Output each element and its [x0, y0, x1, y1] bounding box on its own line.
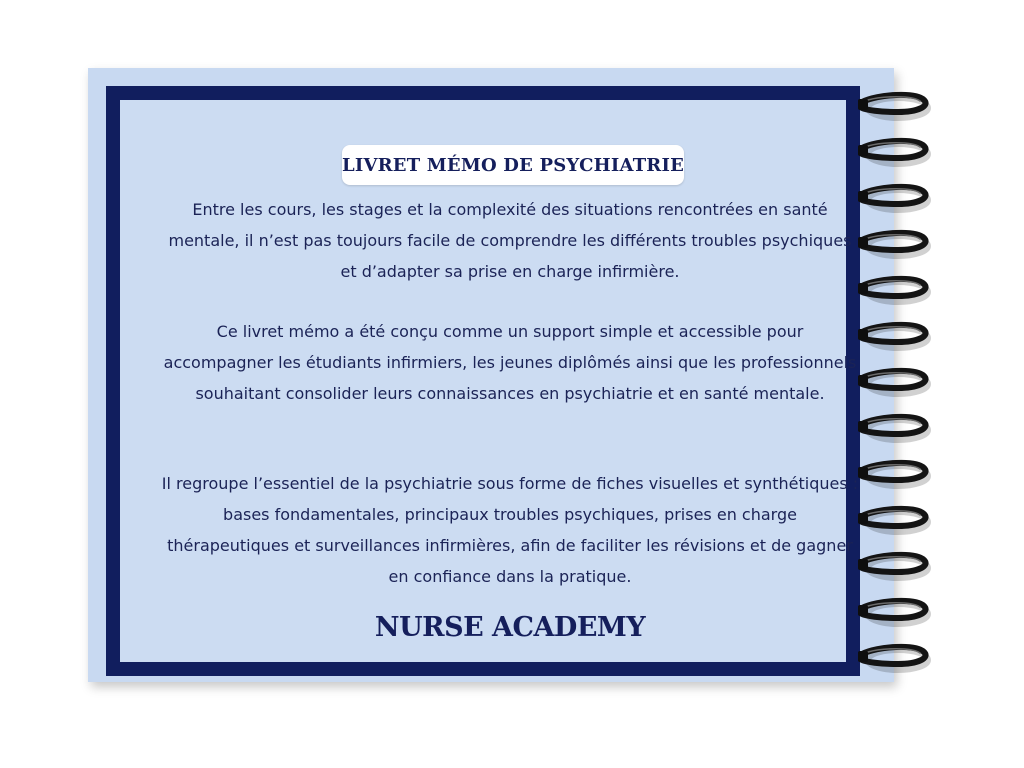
navy-frame — [106, 86, 860, 676]
spiral-ring-icon — [858, 182, 934, 214]
spiral-ring-icon — [858, 504, 934, 536]
spiral-ring-icon — [858, 228, 934, 260]
spiral-ring-icon — [858, 550, 934, 582]
spiral-ring-icon — [858, 596, 934, 628]
booklet-title: LIVRET MÉMO DE PSYCHIATRIE — [342, 154, 684, 176]
spiral-binding-icon — [858, 90, 938, 680]
spiral-ring-icon — [858, 458, 934, 490]
brand-name: NURSE ACADEMY — [374, 612, 646, 643]
purpose-paragraph: Ce livret mémo a été conçu comme un support simple et accessible pour accompagner les étudiants infirmiers, les jeunes diplômés ainsi que les professionnels souhaitant consolider leurs connaissances en psychiatrie et en santé mentale. — [163, 322, 857, 403]
spiral-ring-icon — [858, 136, 934, 168]
notebook-page — [88, 68, 894, 682]
spiral-ring-icon — [858, 366, 934, 398]
spiral-ring-icon — [858, 412, 934, 444]
spiral-ring-icon — [858, 90, 934, 122]
spiral-ring-icon — [858, 320, 934, 352]
intro-paragraph: Entre les cours, les stages et la complexité des situations rencontrées en santé mentale, il n’est pas toujours facile de comprendre les différents troubles psychiques et d’adapter sa prise en charge infirmière. — [168, 200, 852, 281]
title-label-box — [342, 145, 684, 185]
spiral-ring-icon — [858, 642, 934, 674]
content-paragraph: Il regroupe l’essentiel de la psychiatrie sous forme de fiches visuelles et synthétiques : bases fondamentales, principaux troubles psychiques, prises en charge thérapeutiques et surveillances infirmières, afin de faciliter les révisions et de gagner en confiance dans la pratique. — [161, 474, 859, 586]
spiral-ring-icon — [858, 274, 934, 306]
